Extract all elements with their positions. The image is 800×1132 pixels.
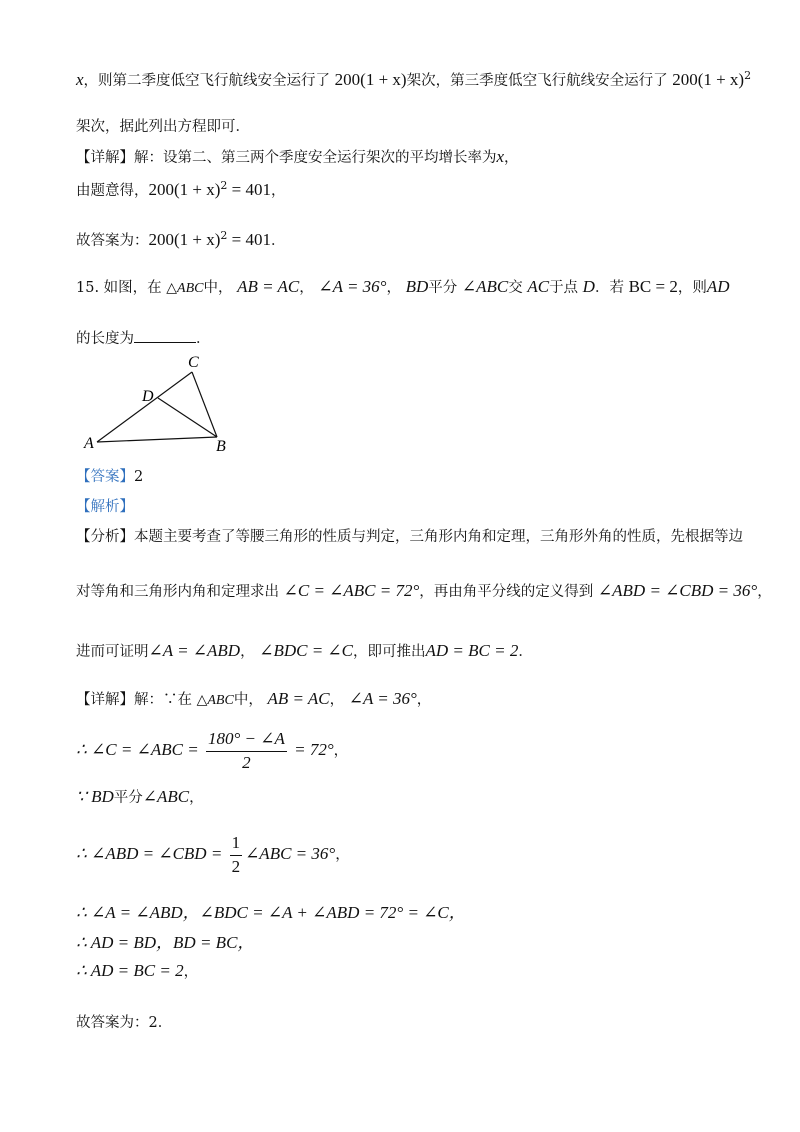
fraction [230,834,243,876]
math-expr: AD = BC = 2 [425,641,519,660]
math-expr: ∴ [76,961,91,980]
math-expr: ∴ ∠C = ∠ABC = [76,740,203,760]
final-answer-line: 故答案为：2． [76,1015,173,1031]
math-expr: 200(1 + x) [334,69,407,89]
math-expr: ∠A = 36° [348,689,417,708]
math-expr: AD = BC = 2 [90,961,184,980]
denominator: 2 [242,752,251,772]
text: ，则 [677,280,707,296]
detail-line-4 [76,834,350,876]
answer-line [76,470,143,485]
math-expr: ∠A = ∠ABD [148,641,241,660]
detail-line-7 [76,962,198,980]
text: 本题主要考查了等腰三角形的性质与判定，三角形内角和定理，三角形外角的性质，先根据等边 [134,529,743,545]
punct: ， [183,964,199,980]
punct: ， [329,692,345,708]
label-d: D [142,388,154,405]
detail-tag: 【详解】 [76,692,134,708]
punct: ， [189,790,204,806]
text: 于点 [549,280,579,296]
text: 故答案为： [76,232,149,249]
fenxi-line-3 [76,642,533,660]
triangle-figure [76,352,246,457]
superscript: 2 [220,179,228,192]
answer-value: 2 [134,469,144,485]
punct: ， [271,182,286,199]
math-expr: = 401 [227,229,272,249]
fenxi-line-1 [76,530,743,545]
label-a: A [84,435,94,452]
text-line-4 [76,180,286,198]
question-number: 15. 如图，在 [76,280,162,296]
punct: ， [757,584,772,600]
analysis-tag: 【解析】 [76,499,134,515]
text: ，再由角平分线的定义得到 [419,584,594,600]
answer-blank [134,330,196,343]
text: 架次，第三季度低空飞行航线安全运行了 [406,72,668,89]
punct: ， [416,692,432,708]
math-expr: ∠ABC = 36° [245,844,336,864]
math-expr: ∠A = 36° [318,277,387,296]
detail-line-1 [76,690,431,708]
math-x: x [76,69,84,89]
math-expr: = 401 [227,179,272,199]
text: ，则第二季度低空飞行航线安全运行了 [83,72,331,89]
math-expr: BD [405,277,429,296]
fraction [206,730,287,772]
punct: ， [333,743,349,760]
detail-tag: 【详解】 [76,150,134,166]
text: 由题意得， [76,182,149,199]
text: 平分 [428,280,458,296]
numerator: 180° − ∠A [206,730,287,752]
superscript: 2 [744,69,752,82]
text: ．若 [594,280,624,296]
text-line-5 [76,230,286,248]
math-expr: AD [706,277,730,296]
fenxi-line-2 [76,582,772,600]
edge-ab [97,437,217,442]
math-expr: ∠ABC [142,787,190,806]
math-triangle: △ABC [166,281,204,296]
superscript: 2 [220,229,228,242]
math-x: x [496,147,505,166]
punct: ， [240,644,255,660]
math-expr: ∠ABD = ∠CBD = [91,844,227,864]
text-line-2: 架次，据此列出方程即可． [76,119,250,135]
math-expr: ∠ABD = ∠CBD = 36° [597,581,758,600]
math-expr: 200(1 + x) [148,179,221,199]
segment-bd [158,398,217,437]
text: 解：∵在 [134,692,192,708]
math-expr: AB = AC [267,689,330,708]
math-expr: 200(1 + x) [672,69,745,89]
text: 对等角和三角形内角和定理求出 [76,584,279,600]
label-c: C [188,354,199,371]
punct: ． [518,644,533,660]
text: 交 [508,280,523,296]
text: 的长度为 [76,331,134,347]
math-expr: ∠C = ∠ABC = 72° [283,581,420,600]
text: 进而可证明 [76,644,149,660]
math-expr: ∠BDC = ∠C [259,641,354,660]
text-line-1 [76,70,751,88]
answer-tag: 【答案】 [76,469,134,485]
edge-ac [97,372,192,442]
math-expr: ∵ [76,787,92,806]
math-expr: D [582,277,595,296]
question-15-line-2 [76,330,211,347]
text: 中， [233,692,263,708]
math-expr: BD [91,787,114,806]
punct: ， [504,150,519,166]
denominator: 2 [231,856,241,876]
math-expr: 200(1 + x) [148,229,221,249]
text: 平分 [113,790,143,806]
detail-line-3 [76,788,204,806]
fenxi-tag: 【分析】 [76,529,134,545]
numerator: 1 [230,834,243,856]
punct: ． [271,232,286,249]
math-expr: AC [527,277,550,296]
math-expr: AB = AC [237,277,300,296]
detail-line-5: ∴ ∠A = ∠ABD，∠BDC = ∠A + ∠ABD = 72° = ∠C， [76,903,466,922]
math-expr: = 72° [289,740,334,760]
math-expr: BC = 2 [628,277,678,296]
label-b: B [216,438,226,455]
edge-bc [192,372,217,437]
text: ，即可推出 [353,644,426,660]
punct: ， [299,280,314,296]
math-expr: ∴ [76,844,92,864]
punct: ， [335,847,350,864]
question-15-line-1 [76,278,730,296]
math-triangle: △ABC [196,693,234,708]
punct: ． [196,331,211,347]
detail-line-2 [76,730,348,772]
punct: ， [386,280,401,296]
text-line-3 [76,148,519,166]
math-expr: ∠ABC [461,277,509,296]
detail-line-6: ∴ AD = BD，BD = BC， [76,933,255,952]
text: 中， [203,280,233,296]
text: 解：设第二、第三两个季度安全运行架次的平均增长率为 [134,150,497,166]
